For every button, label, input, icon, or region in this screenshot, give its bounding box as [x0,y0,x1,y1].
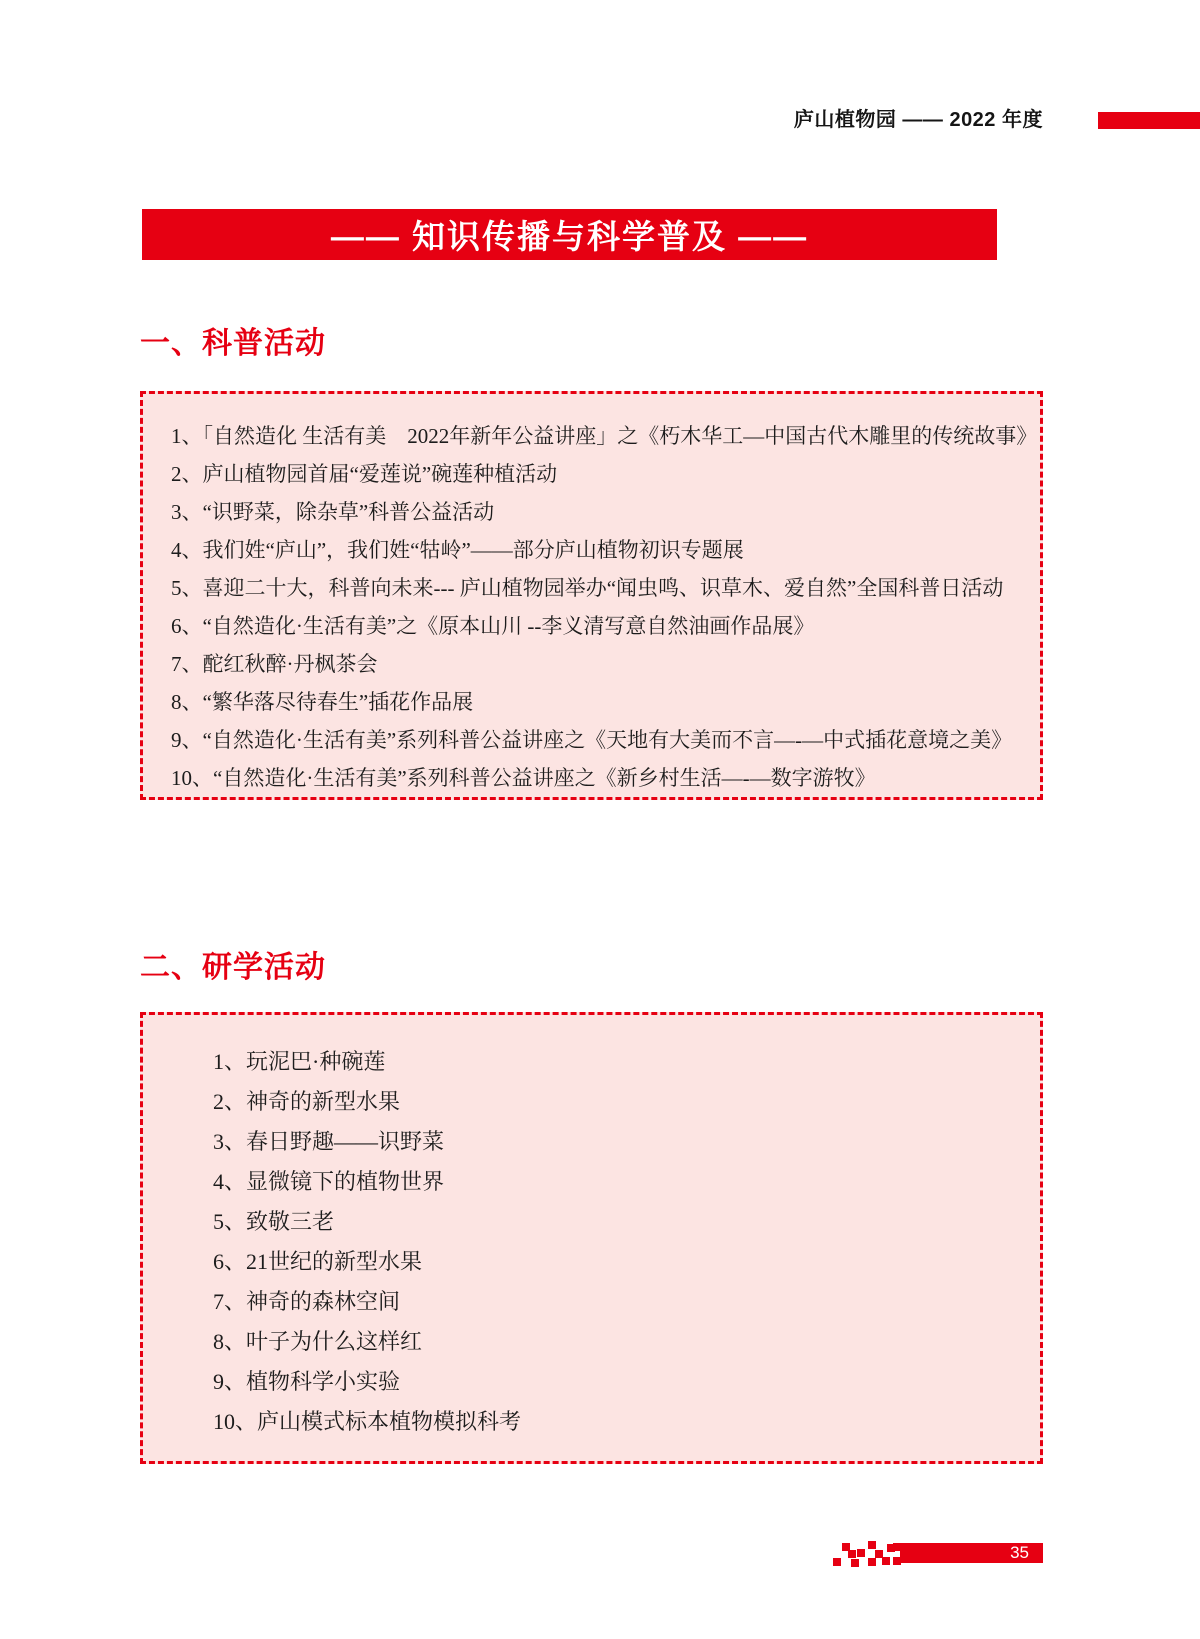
list-item: 6、“自然造化·生活有美”之《原本山川 --李义清写意自然油画作品展》 [171,614,815,638]
list-item: 8、“繁华落尽待春生”插花作品展 [171,690,474,714]
list-item: 2、庐山植物园首届“爱莲说”碗莲种植活动 [171,462,558,486]
list-item: 4、显微镜下的植物世界 [213,1169,445,1194]
list-item: 9、“自然造化·生活有美”系列科普公益讲座之《天地有大美而不言—-—中式插花意境之美》 [171,728,1013,752]
page-number-bar [900,1543,1043,1563]
page-number: 35 [1010,1543,1029,1562]
list-item: 7、神奇的森林空间 [213,1289,401,1314]
activity-box-science-popularization [140,391,1043,800]
list-item: 7、酡红秋醉·丹枫茶会 [171,652,378,676]
section-2-heading: 二、研学活动 [140,951,326,984]
list-item: 9、植物科学小实验 [213,1369,401,1394]
list-item: 5、喜迎二十大，科普向未来--- 庐山植物园举办“闻虫鸣、识草木、爱自然”全国科普日活动 [171,576,1004,600]
activity-box-study-tours [140,1012,1043,1464]
list-item: 6、21世纪的新型水果 [213,1249,423,1274]
list-item: 3、春日野趣——识野菜 [213,1129,445,1154]
list-item: 10、“自然造化·生活有美”系列科普公益讲座之《新乡村生活—-—数字游牧》 [171,766,876,790]
list-item: 1、「自然造化 生活有美 2022年新年公益讲座」之《朽木华工—中国古代木雕里的传统故事》 [171,424,1038,448]
list-item: 3、“识野菜，除杂草”科普公益活动 [171,500,495,524]
header-title: 庐山植物园 —— 2022 年度 [793,109,1043,131]
list-item: 10、庐山模式标本植物模拟科考 [213,1409,522,1434]
list-item: 8、叶子为什么这样红 [213,1329,423,1354]
activity-list [143,1015,1040,1442]
activity-list [143,394,1040,797]
list-item: 5、致敬三老 [213,1209,335,1234]
header-accent-bar [1098,112,1200,129]
pixel-decoration [828,1536,908,1572]
section-1-heading: 一、科普活动 [140,327,326,360]
list-item: 2、神奇的新型水果 [213,1089,401,1114]
chapter-banner-title: —— 知识传播与科学普及 —— [330,218,809,255]
list-item: 4、我们姓“庐山”，我们姓“牯岭”——部分庐山植物初识专题展 [171,538,744,562]
chapter-banner [142,209,997,260]
list-item: 1、玩泥巴·种碗莲 [213,1049,386,1074]
